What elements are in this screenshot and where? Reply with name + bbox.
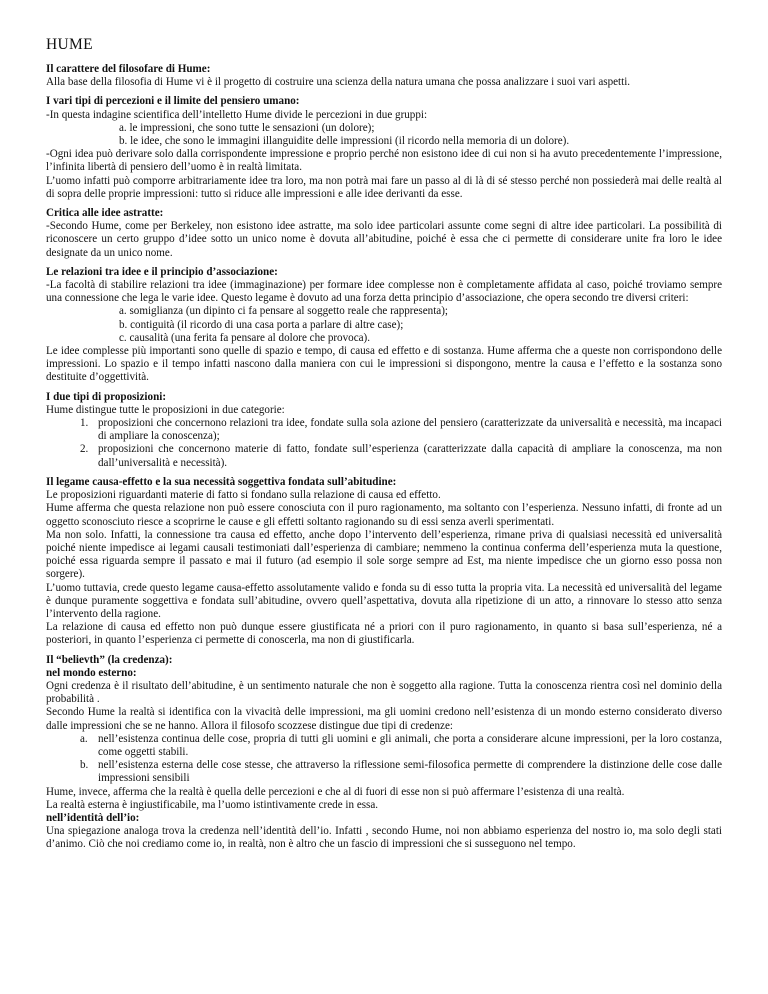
- ordered-item: [46, 733, 722, 759]
- section-heading: Il legame causa-effetto e la sua necessità soggettiva fondata sull’abitudine:: [46, 475, 397, 488]
- section-credenza: [46, 654, 722, 852]
- list-item-text: nell’esistenza esterna delle cose stesse, che attraverso la riflessione semi-filosofica permette di comprendere la distinzione delle cose dalle impressioni sensibili: [98, 759, 722, 785]
- list-item-text: proposizioni che concernono relazioni tra idee, fondate sulla sola azione del pensiero (caratterizzate da universalità e necessità, ma incapaci di ampliare la conoscenza);: [98, 417, 722, 443]
- ordered-item: [46, 759, 722, 785]
- section-heading: I vari tipi di percezioni e il limite del pensiero umano:: [46, 95, 300, 108]
- list-marker: a.: [80, 732, 88, 745]
- paragraph: La relazione di causa ed effetto non può dunque essere giustificata né a priori con il puro ragionamento, in quanto si basa sull’esperienza, né a posteriori, in quanto l’esperienza ci permette di conoscerla, ma non di giustificarla.: [46, 621, 722, 647]
- section-heading: Il “believth” (la credenza):: [46, 653, 173, 666]
- indented-item: c. causalità (una ferita fa pensare al dolore che provoca).: [119, 331, 371, 344]
- paragraph: L’uomo infatti può comporre arbitrariamente idee tra loro, ma non potrà mai fare un passo al di là di sé stesso perché non possiederà mai delle realtà al di sopra delle proprie impressioni: tutto si riduce alle impressioni e alle idee derivanti da esse.: [46, 174, 722, 200]
- section-heading: Le relazioni tra idee e il principio d’associazione:: [46, 265, 278, 278]
- section-idee-astratte: [46, 207, 722, 260]
- paragraph: -In questa indagine scientifica dell’intelletto Hume divide le percezioni in due gruppi:: [46, 108, 428, 121]
- list-item-text: nell’esistenza continua delle cose, propria di tutti gli uomini e gli animali, che porta a considerare alcune impressioni, per la loro costanza, come oggetti stabili.: [98, 732, 722, 758]
- paragraph: -Secondo Hume, come per Berkeley, non esistono idee astratte, ma solo idee particolari assunte come segni di altre idee particolari. La possibilità di riconoscere un certo gruppo d’idee sotto un unico nome è dovuta all’abitudine, poiché è essa che ci permette di considerare unite fra loro le idee designate da un unico nome.: [46, 220, 722, 259]
- section-causa-effetto: [46, 476, 722, 648]
- paragraph: Una spiegazione analoga trova la credenza nell’identità dell’io. Infatti , secondo Hume, noi non abbiamo esperienza del nostro io, ma solo degli stati d’animo. Ciò che noi crediamo come io, in realtà, non è altro che un fascio di impressioni che si susseguono nel tempo.: [46, 825, 722, 851]
- section-heading: Il carattere del filosofare di Hume:: [46, 63, 211, 75]
- list-marker: 1.: [80, 417, 89, 430]
- indented-item: a. somiglianza (un dipinto ci fa pensare al soggetto reale che rappresenta);: [119, 305, 448, 318]
- paragraph: La realtà esterna è ingiustificabile, ma l’uomo istintivamente crede in essa.: [46, 798, 379, 811]
- paragraph: L’uomo tuttavia, crede questo legame causa-effetto assolutamente valido e fonda su di esso tutta la propria vita. La necessità ed universalità del legame è dunque puramente soggettiva e fondata sull’abitudine, ovvero quell’aspettativa, dovuta alla ripetizione di un atto, a rinnovare lo stesso atto senza l’intervento della ragione.: [46, 581, 722, 620]
- section-relazioni-idee: [46, 266, 722, 385]
- section-carattere: [46, 63, 722, 89]
- section-heading: Critica alle idee astratte:: [46, 207, 164, 220]
- ordered-item: [46, 443, 722, 469]
- paragraph: Hume distingue tutte le proposizioni in due categorie:: [46, 403, 285, 416]
- section-heading: I due tipi di proposizioni:: [46, 390, 167, 403]
- indented-item: b. contiguità (il ricordo di una casa porta a parlare di altre case);: [119, 318, 404, 331]
- section-proposizioni: [46, 391, 722, 470]
- ordered-item: [46, 417, 722, 443]
- paragraph: Le idee complesse più importanti sono quelle di spazio e tempo, di causa ed effetto e di sostanza. Hume afferma che a queste non corrispondono delle impressioni. Lo spazio e il tempo infatti nascono dalla maniera con cui le impressioni si dispongono, mentre la causa e l’effetto e la sostanza sono destituite d’oggettività.: [46, 345, 722, 384]
- document-title: HUME: [46, 36, 93, 53]
- list-marker: b.: [80, 759, 89, 772]
- paragraph: -Ogni idea può derivare solo dalla corrispondente impressione e proprio perché non esistono idee di cui non si ha avuto precedentemente l’impressione, l’infinita libertà di pensiero dell’uomo è in realtà limitata.: [46, 148, 722, 174]
- section-percezioni: [46, 95, 722, 201]
- list-marker: 2.: [80, 443, 89, 456]
- paragraph: Ma non solo. Infatti, la connessione tra causa ed effetto, anche dopo l’intervento dell’esperienza, rimane priva di qualsiasi necessità ed universalità poiché niente impedisce ai legami causali testimoniati dall’esperienza di cambiare; nemmeno la continua conferma dell’esperienza muta la questione, poiché essa riguarda sempre il passato e mai il futuro (ad esempio il sole sorge sempre ad Est, ma niente impedisce che un giorno esso possa non sorgere).: [46, 528, 722, 581]
- paragraph: Ogni credenza è il risultato dell’abitudine, è un sentimento naturale che non è soggetto alla ragione. Tutta la conoscenza rientra così nel dominio della probabilità .: [46, 679, 722, 706]
- subsection-heading: nel mondo esterno:: [46, 666, 137, 679]
- list-item-text: proposizioni che concernono materie di fatto, fondate sull’esperienza (caratterizzate dalla capacità di ampliare la conoscenza, ma non dall’universalità e necessità).: [98, 443, 722, 469]
- paragraph: Le proposizioni riguardanti materie di fatto si fondano sulla relazione di causa ed effetto.: [46, 489, 441, 502]
- paragraph: Alla base della filosofia di Hume vi è il progetto di costruire una scienza della natura umana che possa analizzare i suoi vari aspetti.: [46, 76, 631, 89]
- paragraph: Hume, invece, afferma che la realtà è quella delle percezioni e che al di fuori di esse non si può affermare l’esistenza di una realtà.: [46, 785, 625, 798]
- paragraph: Secondo Hume la realtà si identifica con la vivacità delle impressioni, ma gli uomini credono nell’esistenza di un mondo esterno considerato diverso dalle impressioni che se ne hanno. Allora il filosofo scozzese distingue due tipi di credenze:: [46, 706, 722, 732]
- indented-item: b. le idee, che sono le immagini illanguidite delle impressioni (il ricordo nella memoria di un dolore).: [119, 135, 570, 148]
- paragraph: -La facoltà di stabilire relazioni tra idee (immaginazione) per formare idee complesse non è completamente affidata al caso, poiché troviamo sempre una connessione che lega le varie idee. Questo legame è dovuto ad una forza detta principio d’associazione, che opera secondo tre diversi criteri:: [46, 279, 722, 305]
- subsection-heading: nell’identità dell’io:: [46, 811, 140, 824]
- indented-item: a. le impressioni, che sono tutte le sensazioni (un dolore);: [119, 121, 375, 134]
- paragraph: Hume afferma che questa relazione non può essere conosciuta con il puro ragionamento, ma soltanto con l’esperienza. Nessuno infatti, di fronte ad un oggetto sconosciuto riesce a scoprirne le cause e gli effetti soltanto ragionando su di essi senza averli sperimentati.: [46, 502, 722, 528]
